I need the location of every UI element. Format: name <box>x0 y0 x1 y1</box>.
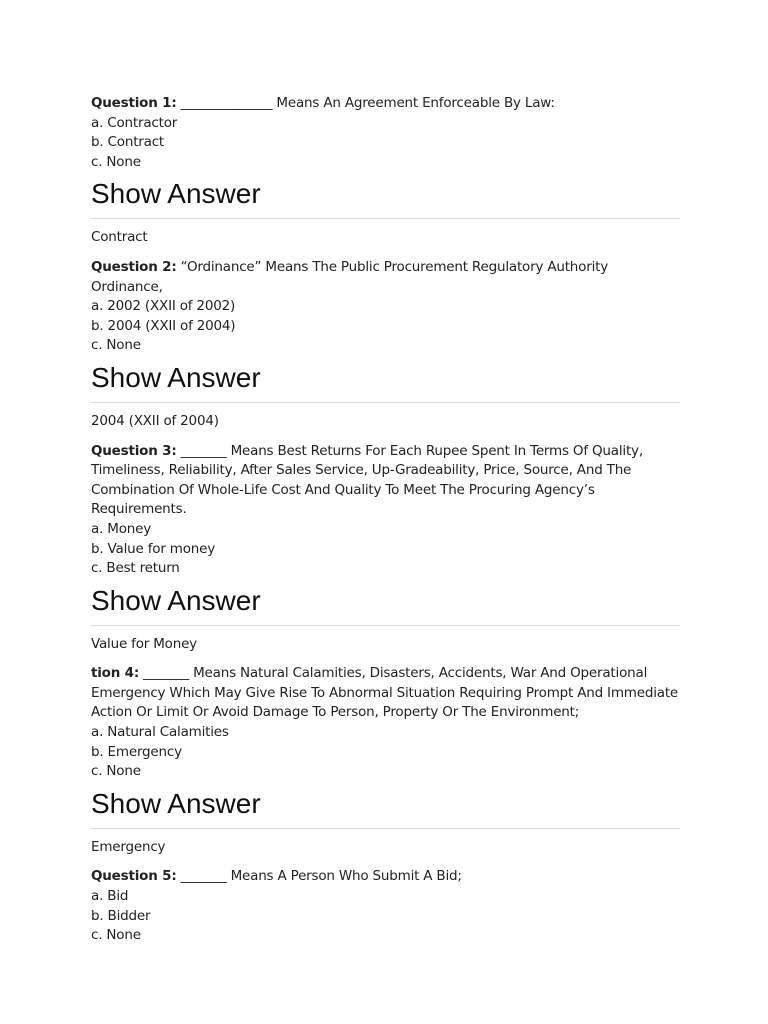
answer-text: Emergency <box>91 838 166 855</box>
option-c: c. Best return <box>91 560 180 577</box>
option-a: a. Bid <box>91 888 129 905</box>
question-label: Question 1: <box>91 95 177 111</box>
question-text: _______ Means Best Returns For Each Rupee Spent In Terms Of Quality, <box>176 442 643 459</box>
question-text: _______ Means A Person Who Submit A Bid; <box>176 868 462 885</box>
question-line <box>91 664 680 684</box>
question-label: Question 3: <box>91 442 177 459</box>
show-answer-button[interactable]: Show Answer <box>91 361 261 393</box>
show-answer-button[interactable]: Show Answer <box>91 787 261 819</box>
option-b: b. Contract <box>91 134 165 151</box>
question-line <box>91 94 680 114</box>
option-b: b. 2004 (XXII of 2004) <box>91 317 236 334</box>
divider <box>91 218 680 219</box>
question-text-continued: Action Or Limit Or Avoid Damage To Person, Property Or The Environment; <box>91 704 580 721</box>
question-text-continued: Timeliness, Reliability, After Sales Service, Up-Gradeability, Price, Source, And The <box>91 462 632 479</box>
option-a: a. Natural Calamities <box>91 724 229 741</box>
question-block-5 <box>91 867 680 945</box>
show-answer-button[interactable]: Show Answer <box>91 584 261 616</box>
option-c: c. None <box>91 927 141 944</box>
option-a: a. Money <box>91 520 152 537</box>
option-c: c. None <box>91 153 141 170</box>
question-line <box>91 258 680 297</box>
answer-text: 2004 (XXII of 2004) <box>91 412 219 429</box>
option-b: b. Bidder <box>91 907 151 924</box>
question-text-continued: Emergency Which May Give Rise To Abnormal Situation Requiring Prompt And Immediate <box>91 684 679 701</box>
question-text-continued: Requirements. <box>91 501 187 518</box>
answer-text: Value for Money <box>91 635 197 652</box>
question-block-1 <box>91 94 680 248</box>
divider <box>91 625 680 626</box>
question-block-3 <box>91 442 680 655</box>
question-label: tion 4: <box>91 665 140 682</box>
question-line <box>91 442 680 462</box>
question-line <box>91 867 680 887</box>
option-a: a. 2002 (XXII of 2002) <box>91 298 236 315</box>
option-c: c. None <box>91 763 141 780</box>
divider <box>91 402 680 403</box>
option-c: c. None <box>91 337 141 354</box>
option-b: b. Emergency <box>91 743 182 760</box>
question-block-4 <box>91 664 680 857</box>
quiz-page <box>91 94 680 946</box>
option-b: b. Value for money <box>91 540 216 557</box>
question-label: Question 5: <box>91 868 177 885</box>
question-text: ______________ Means An Agreement Enforceable By Law: <box>176 95 555 111</box>
question-block-2 <box>91 258 680 432</box>
answer-text: Contract <box>91 229 148 246</box>
question-label: Question 2: <box>91 258 177 275</box>
divider <box>91 828 680 829</box>
show-answer-button[interactable]: Show Answer <box>91 178 261 210</box>
question-text-continued: Combination Of Whole-Life Cost And Quality To Meet The Procuring Agency’s <box>91 481 595 498</box>
question-text: _______ Means Natural Calamities, Disasters, Accidents, War And Operational <box>139 665 648 682</box>
option-a: a. Contractor <box>91 114 178 131</box>
question-text: “Ordinance” Means The Public Procurement Regulatory Authority Ordinance, <box>91 258 609 295</box>
